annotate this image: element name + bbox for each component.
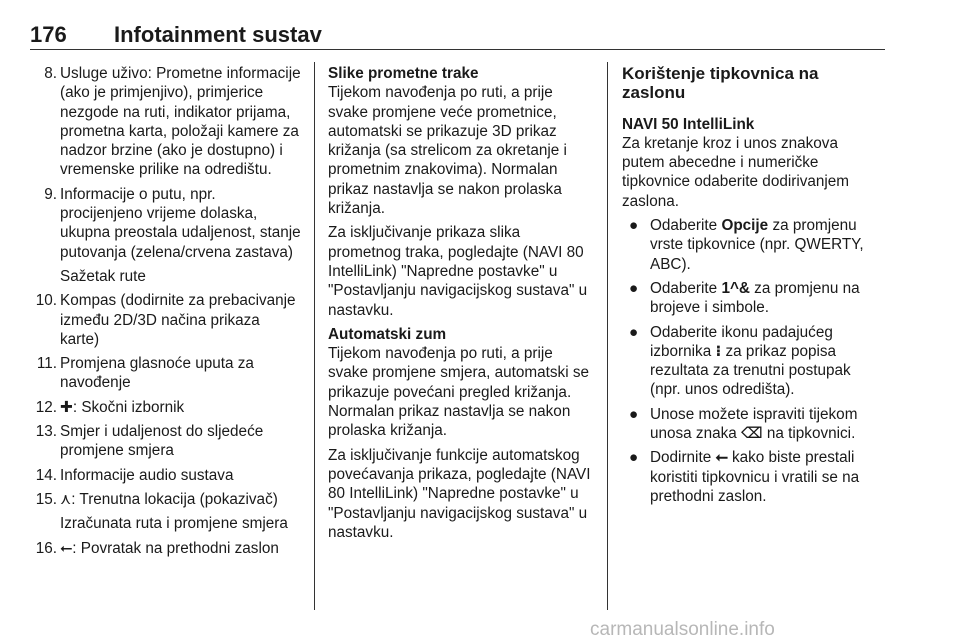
- paragraph: Za kretanje kroz i unos znakova putem abecedne i numeričke tipkovnice odaberite dodirivanjem zaslona.: [622, 134, 850, 210]
- list-item-number: 12.: [35, 398, 57, 416]
- list-item-number: 15.: [35, 490, 57, 508]
- paragraph: Tijekom navođenja po ruti, a prije svake promjene veće prometnice, automatski se prikazuje 3D prikaz križanja (sa strelicom za okretanje i prometnim znakovima). Normalan prikaz nastavlja se nakon prolaska križanja.: [328, 84, 567, 218]
- bullet-list: [622, 216, 884, 506]
- bullet-icon: ●: [629, 405, 639, 423]
- header-rule: [30, 49, 885, 50]
- bullet-keyword: Opcije: [721, 217, 769, 235]
- column-3: [622, 64, 884, 511]
- subheading-navi50: NAVI 50 IntelliLink: [622, 115, 755, 133]
- column-divider-1: [314, 62, 315, 610]
- bullet-icon: ●: [629, 217, 639, 235]
- list-item-text: Promjena glasnoće uputa za navođenje: [60, 355, 254, 392]
- heading-auto-zoom: Automatski zum: [328, 325, 447, 343]
- list-item-text: Kompas (dodirnite za prebacivanje između 2D/3D načina prikaza karte): [60, 292, 296, 348]
- bullet-text: kako biste prestali koristiti tipkovnicu i vratili se na prethodni zaslon.: [650, 449, 860, 505]
- page-header: [30, 22, 885, 52]
- column-2: [328, 64, 594, 547]
- list-item: [30, 422, 302, 461]
- list-item: [30, 64, 302, 180]
- bullet-text: Odaberite: [650, 279, 722, 297]
- paragraph: Za isključivanje funkcije automatskog povećavanja prikaza, pogledajte (NAVI 80 IntelliLink) "Napredne postavke" u "Postavljanju navigacijskog sustava" u nastavku.: [328, 446, 591, 541]
- bullet-text: za promjenu vrste tipkovnice (npr. QWERTY, ABC).: [650, 217, 864, 273]
- column-divider-2: [607, 62, 608, 610]
- bullet-text: Dodirnite: [650, 449, 716, 467]
- list-item: [30, 466, 302, 485]
- list-item: [30, 185, 302, 262]
- list-item-text: Informacije o putu, npr. procijenjeno vrijeme dolaska, ukupna preostala udaljenost, stanje putovanja (zelena/crvena zastava): [60, 185, 301, 261]
- bullet-keyword: ⭠: [715, 449, 728, 467]
- paragraph: Tijekom navođenja po ruti, a prije svake promjene smjera, automatski se prikazuje povećani pregled križanja. Normalan prikaz nastavlja se nakon prolaska križanja.: [328, 345, 590, 440]
- bullet-item: [622, 216, 884, 274]
- bullet-text: za promjenu na brojeve i simbole.: [650, 279, 860, 317]
- page-title: Infotainment sustav: [114, 22, 322, 47]
- bullet-text: na tipkovnici.: [762, 425, 856, 443]
- list-item-text: Usluge uživo: Prometne informacije (ako je primjenjivo), primjerice nezgode na ruti, indikator prijama, prometna karta, položaji kamere za nadzor brzine (ako je dostupno) i vremenske prilike na odredištu.: [60, 65, 301, 179]
- bullet-item: [622, 448, 884, 506]
- list-item: [30, 539, 302, 558]
- bullet-icon: ●: [629, 279, 639, 297]
- list-item-number: 10.: [35, 292, 57, 310]
- list-item-number: 9.: [44, 185, 57, 203]
- watermark: carmanualsonline.info: [590, 619, 775, 640]
- bullet-item: [622, 405, 884, 444]
- paragraph: Za isključivanje prikaza slika prometnog traka, pogledajte (NAVI 80 IntelliLink) "Napredne postavke" u "Postavljanju navigacijskog sustava" u nastavku.: [328, 224, 588, 319]
- list-item-continuation: Sažetak rute: [60, 267, 146, 285]
- list-item-text: ✚: Skočni izbornik: [60, 398, 185, 416]
- list-item-text: Informacije audio sustava: [60, 466, 234, 484]
- bullet-text: za prikaz popisa rezultata za trenutni postupak (npr. unos odredišta).: [650, 342, 851, 399]
- heading-lane-images: Slike prometne trake: [328, 65, 479, 82]
- bullet-item: [622, 279, 884, 318]
- list-item-number: 14.: [35, 466, 57, 484]
- bullet-item: [622, 323, 884, 400]
- list-item-number: 13.: [35, 423, 57, 441]
- bullet-keyword: ⌫: [741, 425, 763, 443]
- list-item: [30, 398, 302, 417]
- list-item-continuation: Izračunata ruta i promjene smjera: [60, 515, 288, 533]
- bullet-text: Odaberite: [650, 217, 722, 235]
- list-item: [30, 490, 302, 509]
- list-item-text: ⋏: Trenutna lokacija (pokazivač): [60, 490, 278, 508]
- heading-keyboards: Korištenje tipkovnica na zaslonu: [622, 64, 819, 103]
- list-item-number: 16.: [35, 539, 57, 557]
- list-item-number: 11.: [36, 355, 57, 373]
- bullet-text: Unose možete ispraviti tijekom unosa znaka: [650, 405, 858, 443]
- bullet-keyword: 1^&: [721, 279, 750, 297]
- bullet-icon: ●: [629, 449, 639, 467]
- list-item-text: ⭠: Povratak na prethodni zaslon: [60, 539, 279, 557]
- list-item-number: 8.: [44, 65, 57, 82]
- list-item: [30, 291, 302, 349]
- bullet-keyword: ⁝: [715, 342, 722, 360]
- page-number: 176: [30, 22, 67, 47]
- list-item-text: Smjer i udaljenost do sljedeće promjene smjera: [60, 423, 264, 460]
- bullet-text: Odaberite ikonu padajućeg izbornika: [650, 323, 833, 360]
- bullet-icon: ●: [629, 323, 639, 341]
- column-1-numbered-list: [30, 64, 302, 563]
- list-item: [30, 354, 302, 393]
